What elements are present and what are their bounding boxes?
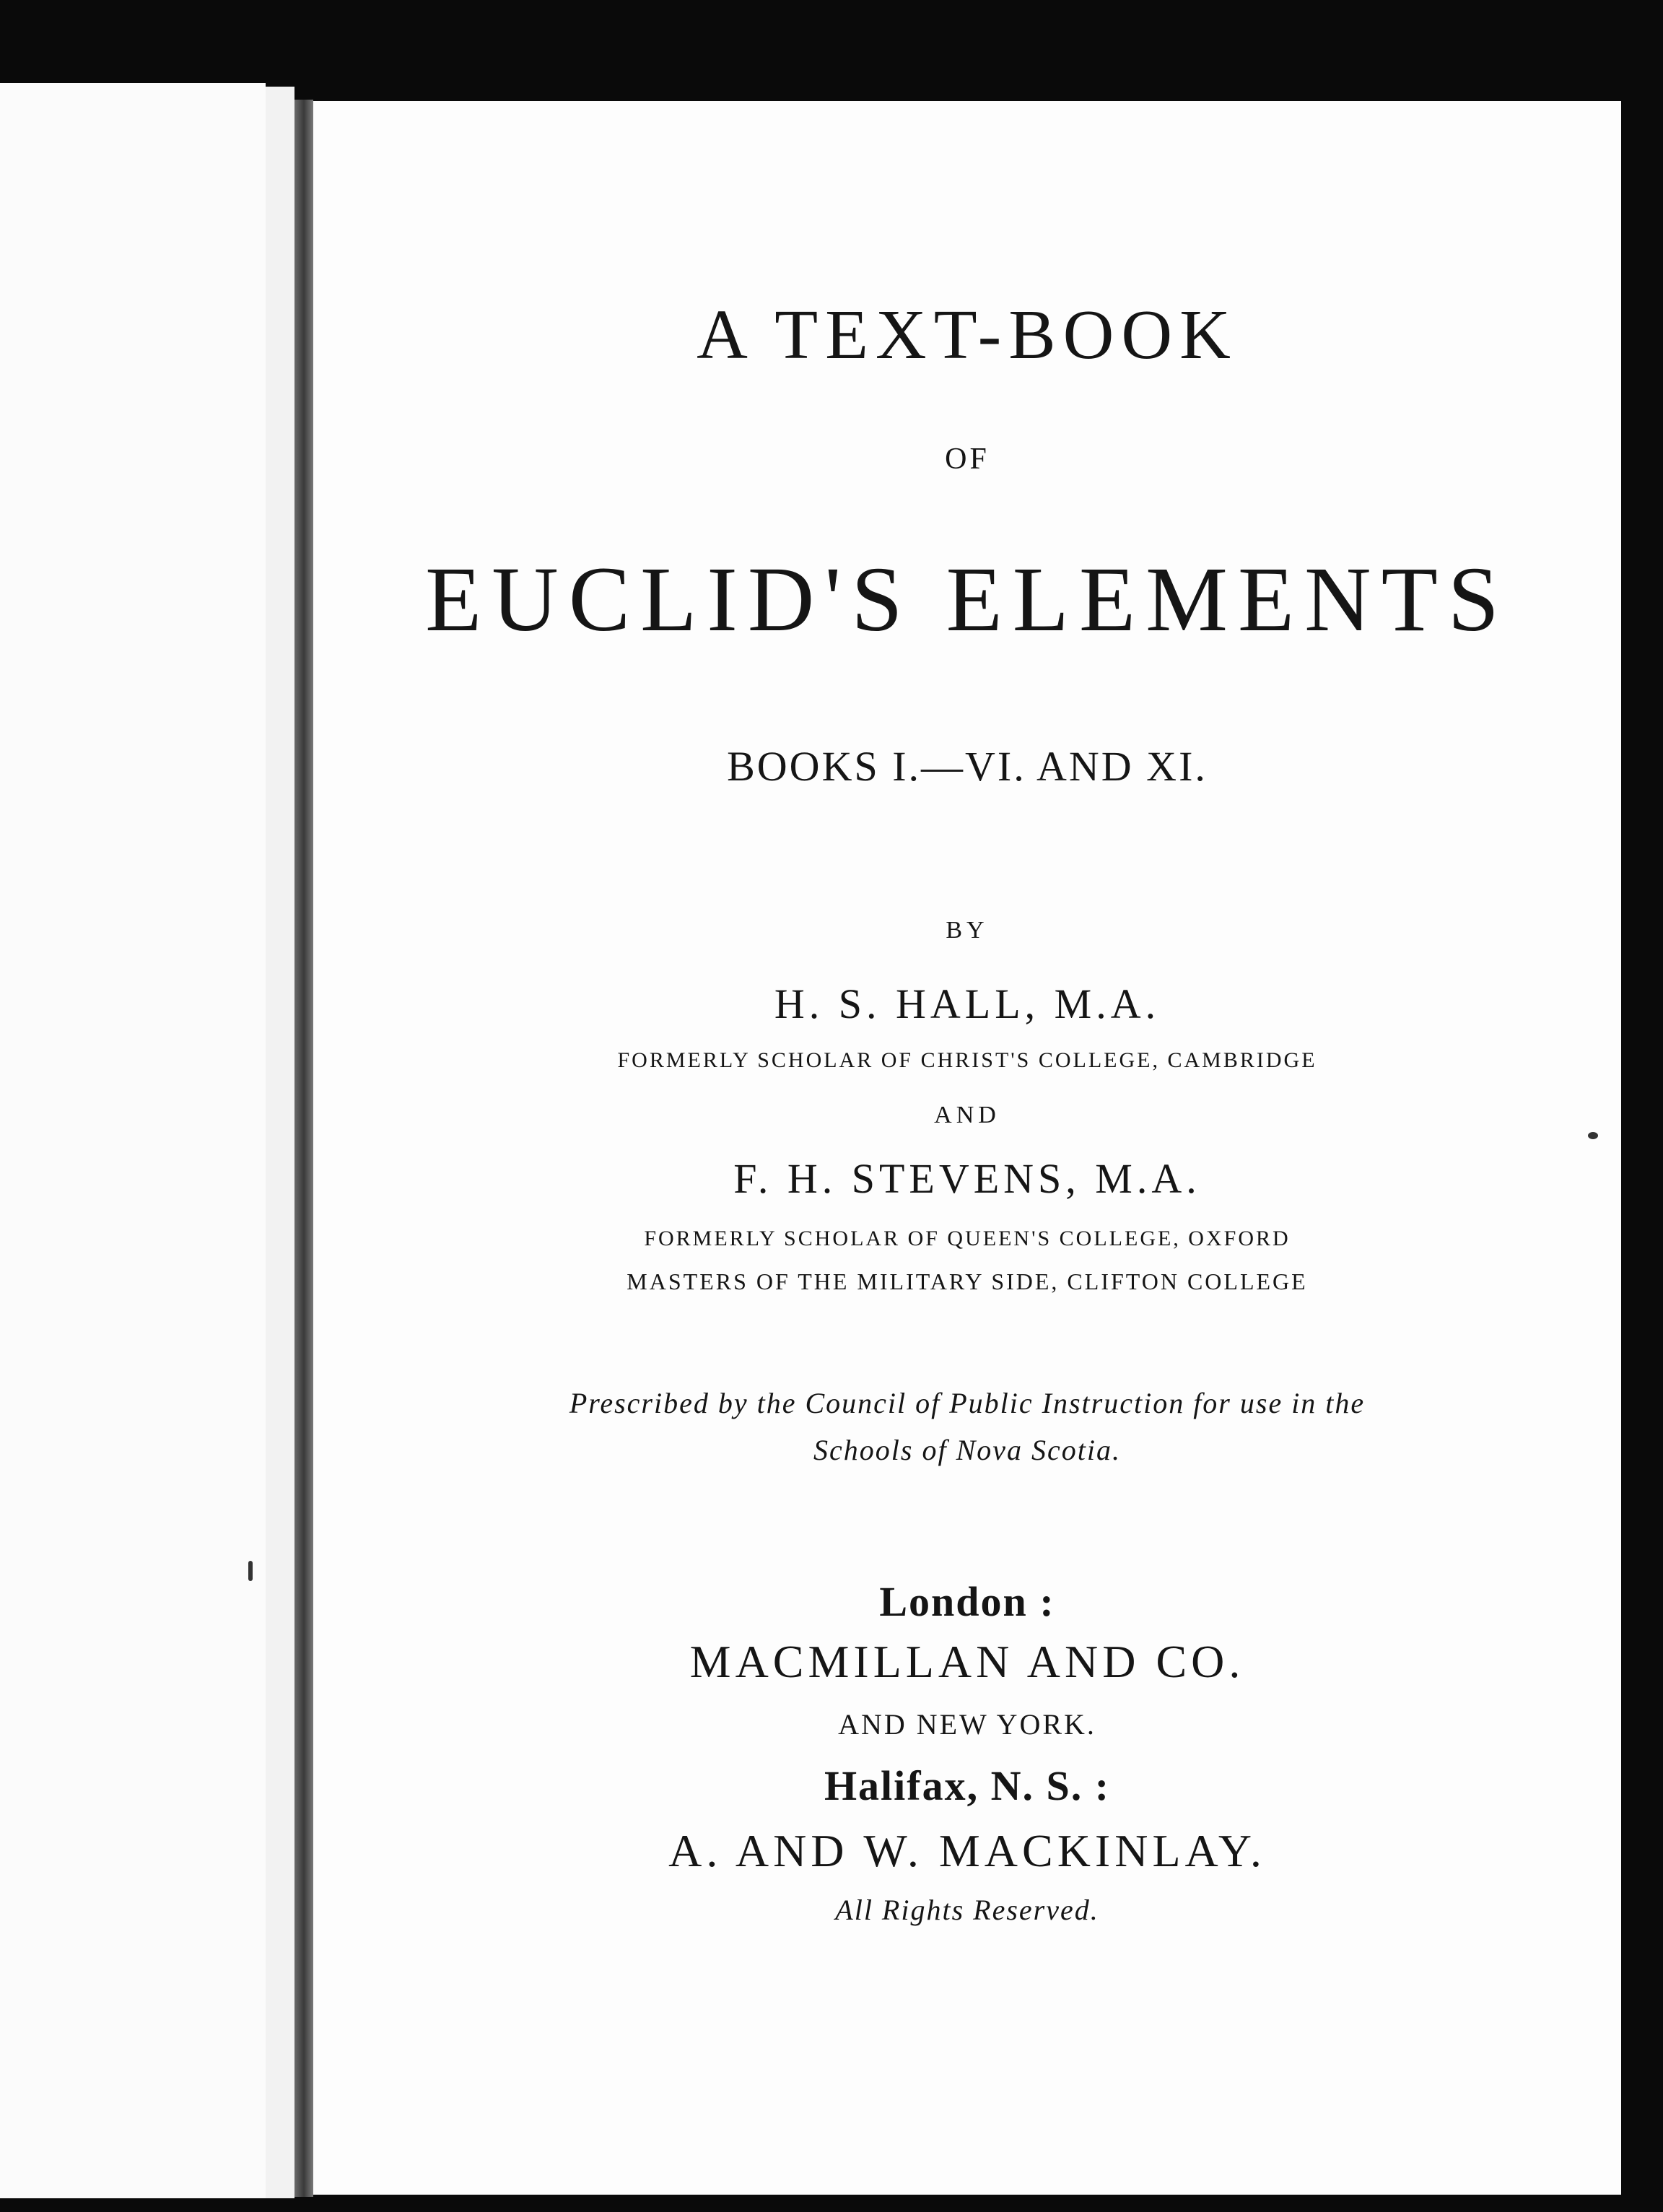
by-label: BY — [946, 917, 989, 944]
books-covered: BOOKS I.—VI. AND XI. — [727, 743, 1208, 790]
book-title-line-1: A TEXT-BOOK — [697, 296, 1238, 374]
author-1-name: H. S. HALL, M.A. — [774, 980, 1161, 1027]
halifax-label: Halifax, N. S. : — [824, 1762, 1111, 1809]
london-extra: AND NEW YORK. — [838, 1708, 1096, 1741]
book-title-connector: OF — [945, 443, 990, 476]
halifax-publisher: A. AND W. MACKINLAY. — [668, 1825, 1266, 1876]
scan-speck — [1588, 1132, 1598, 1139]
facing-page — [0, 83, 266, 2198]
author-1-affiliation: FORMERLY SCHOLAR OF CHRIST'S COLLEGE, CAMBRIDGE — [617, 1048, 1317, 1072]
author-2-affiliation: FORMERLY SCHOLAR OF QUEEN'S COLLEGE, OXFORD — [644, 1227, 1291, 1250]
london-label: London : — [879, 1578, 1055, 1625]
book-binding — [294, 100, 313, 2197]
title-page — [313, 101, 1621, 2195]
scan-speck — [248, 1561, 253, 1581]
rights-notice: All Rights Reserved. — [835, 1894, 1099, 1926]
book-title-line-2: EUCLID'S ELEMENTS — [425, 548, 1509, 650]
prescription-line-1: Prescribed by the Council of Public Instruction for use in the — [569, 1387, 1366, 1419]
prescription-line-2: Schools of Nova Scotia. — [813, 1434, 1121, 1466]
and-label: AND — [934, 1102, 1000, 1128]
joint-affiliation: MASTERS OF THE MILITARY SIDE, CLIFTON COLLEGE — [627, 1268, 1308, 1294]
page-edge — [266, 87, 294, 2198]
author-2-name: F. H. STEVENS, M.A. — [733, 1155, 1201, 1202]
london-publisher: MACMILLAN AND CO. — [689, 1636, 1245, 1687]
